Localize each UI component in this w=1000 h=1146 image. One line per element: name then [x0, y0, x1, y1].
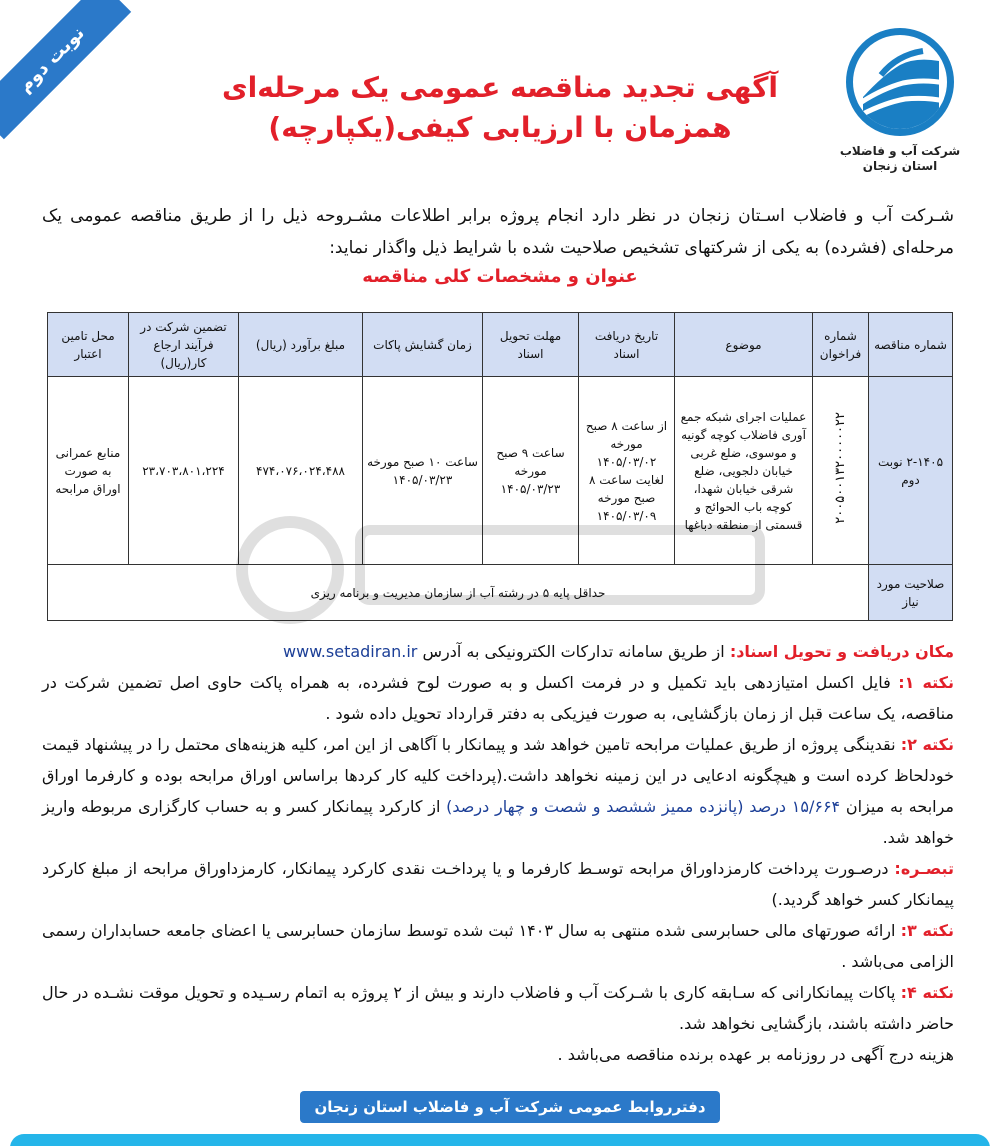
note-3-text: ارائه صورتهای مالی حسابرسی شده منتهی به سال ۱۴۰۳ ثبت شده توسط سازمان حسابرسی یا اعضای جامعه حسابداران رسمی الزامی می‌باشد .	[42, 921, 954, 971]
call-no-text: ۲۰۰۵۰۰۱۳۲۰۰۰۰۰۲۲	[832, 412, 848, 524]
cell-delivery-deadline: ساعت ۹ صبح مورخه ۱۴۰۵/۰۳/۲۳	[483, 377, 579, 565]
header-guarantee: تضمین شرکت در فرآیند ارجاع کار(ریال)	[129, 313, 239, 377]
header-delivery-deadline: مهلت تحویل اسناد	[483, 313, 579, 377]
title-line-2: همزمان با ارزیابی کیفی(یکپارچه)	[268, 111, 732, 144]
remark	[42, 853, 954, 915]
note-4	[42, 977, 954, 1039]
place-text: از طریق سامانه تدارکات الکترونیکی به آدرس	[422, 642, 725, 661]
cell-call-no	[813, 377, 869, 565]
cell-subject: عملیات اجرای شبکه جمع آوری فاضلاب کوچه گونیه و موسوی، ضلع غربی خیابان دلجویی، ضلع شرقی خیابان شهدا، کوچه باب الحوائج و قسمتی از منطقه دباغها	[675, 377, 813, 565]
note-4-text: پاکات پیمانکارانی که سـابقه کاری با شـرکت آب و فاضلاب دارند و بیش از ۲ پروژه به اتمام رسـیده و تحویل موقت نشـده در حال حاضر داشته باشند، بازگشایی نخواهد شد.	[42, 983, 954, 1033]
note-2-text-a: نقدینگی پروژه از طریق عملیات مرابحه تامین خواهد شد و پیمانکار با آگاهی از این امر، کلیه هزینه‌های محتمل را در پیشنهاد قیمت خودلحاظ کرده است و هیچگونه ادعایی در این زمینه نخواهد داشت.(پرداخت کلیه کار کردها براساس اوراق مرابحه بوده و کارفرما اوراق مرابحه به میزان	[42, 735, 954, 816]
note-2	[42, 729, 954, 853]
cell-receive-date: از ساعت ۸ صبح مورخه ۱۴۰۵/۰۳/۰۲ لغایت ساعت ۸ صبح مورخه ۱۴۰۵/۰۳/۰۹	[579, 377, 675, 565]
cell-tender-no: ۲-۱۴۰۵ نوبت دوم	[869, 377, 953, 565]
note-1-label: نکته ۱:	[898, 673, 954, 692]
qualification-value: حداقل پایه ۵ در رشته آب از سازمان مدیریت و برنامه ریزی	[48, 565, 869, 621]
section-subtitle: عنوان و مشخصات کلی مناقصه	[362, 266, 638, 287]
header-tender-no: شماره مناقصه	[869, 313, 953, 377]
footer-public-relations: دفترروابط عمومی شرکت آب و فاضلاب استان زنجان	[300, 1091, 720, 1123]
company-name: شرکت آب و فاضلاب	[839, 144, 961, 158]
note-2-label: نکته ۲:	[900, 735, 954, 754]
page-title	[200, 68, 800, 148]
table-header-row	[48, 313, 953, 377]
company-province: استان زنجان	[862, 159, 938, 173]
water-drop-icon	[846, 28, 954, 136]
cell-guarantee: ۲۳،۷۰۳،۸۰۱،۲۲۴	[129, 377, 239, 565]
qualification-label: صلاحیت مورد نیاز	[869, 565, 953, 621]
place-label: مکان دریافت و تحویل اسناد:	[729, 642, 954, 661]
notes-section	[42, 636, 954, 1070]
header-receive-date: تاریخ دریافت اسناد	[579, 313, 675, 377]
ribbon-second-round: نوبت دوم	[0, 0, 131, 139]
tender-table	[47, 312, 953, 621]
company-logo	[830, 28, 970, 178]
cell-opening-time: ساعت ۱۰ صبح مورخه ۱۴۰۵/۰۳/۲۳	[363, 377, 483, 565]
note-3	[42, 915, 954, 977]
note-1-text: فایل اکسل امتیازدهی باید تکمیل و در فرمت اکسل و به صورت لوح فشرده، به همراه پاکت حاوی اصل تضمین شرکت در مناقصه، یک ساعت قبل از زمان بازگشایی، به صورت فیزیکی به دفتر قرارداد تحویل داده شود .	[42, 673, 954, 723]
intro-paragraph: شـرکت آب و فاضلاب اسـتان زنجان در نظر دارد انجام پروژه برابر اطلاعات مشـروحه ذیل را از طریق مناقصه عمومی یک مرحله‌ای (فشرده) به یکی از شرکتهای تشخیص صلاحیت شده با شرایط ذیل واگذار نماید:	[42, 206, 954, 258]
note-3-label: نکته ۳:	[900, 921, 954, 940]
note-1	[42, 667, 954, 729]
cost-note: هزینه درج آگهی در روزنامه بر عهده برنده مناقصه می‌باشد .	[557, 1045, 954, 1064]
setadiran-link[interactable]: www.setadiran.ir	[283, 642, 418, 661]
note-2-text-b: از کارکرد پیمانکار کسر و به حساب کارگزاری مربوطه واریز خواهد شد.	[42, 797, 954, 847]
header-opening-time: زمان گشایش پاکات	[363, 313, 483, 377]
cell-estimate: ۴۷۴،۰۷۶،۰۲۴،۴۸۸	[239, 377, 363, 565]
header-funding: محل تامین اعتبار	[48, 313, 129, 377]
note-4-label: نکته ۴:	[900, 983, 955, 1002]
cell-funding: منابع عمرانی به صورت اوراق مرابحه	[48, 377, 129, 565]
title-line-1: آگهی تجدید مناقصه عمومی یک مرحله‌ای	[221, 71, 779, 104]
bottom-decorative-bar	[10, 1134, 990, 1146]
place-paragraph	[42, 636, 954, 667]
remark-label: تبصـره:	[894, 859, 954, 878]
note-2-highlight: ۱۵/۶۶۴ درصد (پانزده ممیز ششصد و شصت و چهار درصد)	[446, 797, 841, 816]
remark-text: درصـورت پرداخت کارمزداوراق مرابحه توسـط کارفرما و یا پرداخـت نقدی کارکرد پیمانکار، کارمزداوراق مرابحه از مبلغ کارکرد پیمانکار کسر خواهد گردید.)	[42, 859, 954, 909]
header-estimate: مبلغ برآورد (ریال)	[239, 313, 363, 377]
table-row	[48, 377, 953, 565]
header-subject: موضوع	[675, 313, 813, 377]
qualification-row	[48, 565, 953, 621]
header-call-no: شماره فراخوان	[813, 313, 869, 377]
